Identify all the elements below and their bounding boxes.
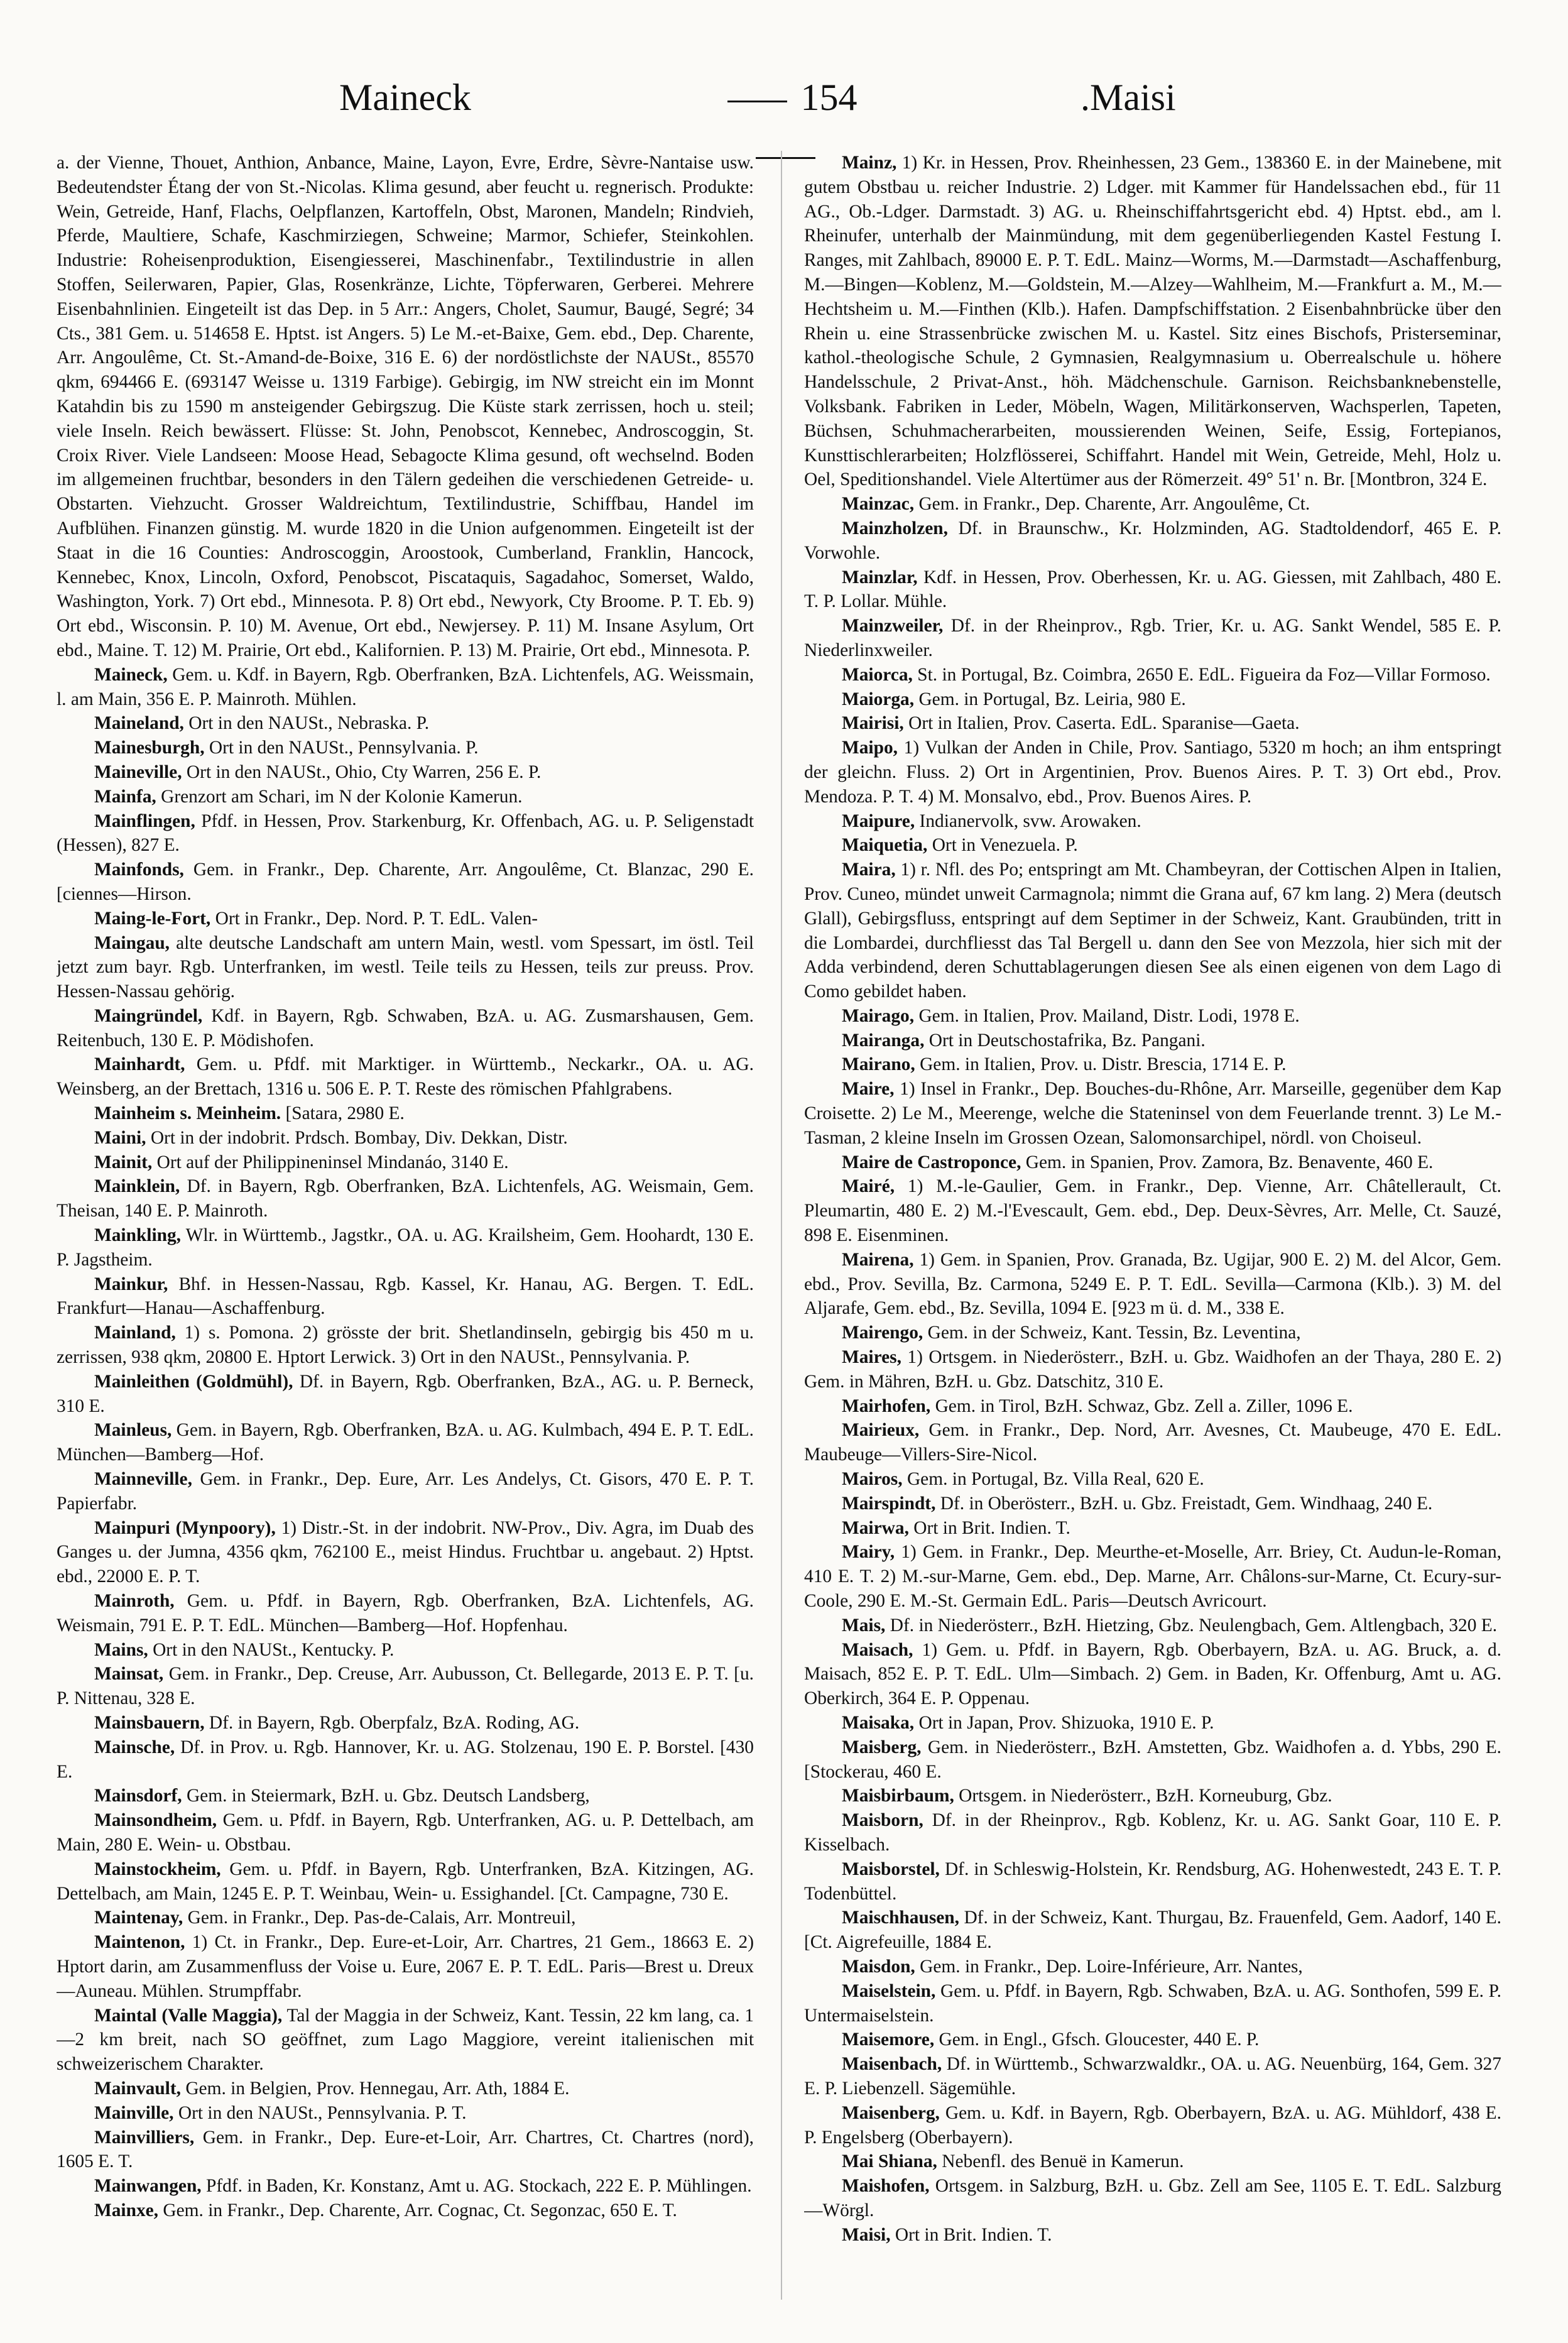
entry-headword: Mainroth, [94,1591,175,1612]
dictionary-entry [804,1174,1501,1247]
entry-headword: Maingau, [94,932,170,953]
dictionary-entry [57,1321,754,1370]
dictionary-entry [57,1004,754,1053]
entry-headword: Mainvilliers, [94,2127,195,2148]
entry-text: Pfdf. in Hessen, Prov. Starkenburg, Kr. Offenbach, AG. u. P. Seligenstadt (Hessen), 827 E. [57,811,754,856]
entry-text: 1) s. Pomona. 2) grösste der brit. Shetlandinseln, gebirgig bis 450 m u. zerrissen, 938 qkm, 20800 E. Hptort Lerwick. 3) Ort in den NAUSt., Pennsylvania. P. [57,1323,754,1368]
entry-headword: Mainit, [94,1152,153,1172]
dictionary-entry [804,736,1501,809]
entry-headword: Mairé, [842,1176,895,1197]
entry-headword: Mairisi, [842,713,904,734]
entry-text: Grenzort am Schari, im N der Kolonie Kamerun. [156,786,523,807]
dictionary-entry [57,1906,754,1930]
entry-headword: Mai Shiana, [842,2151,937,2172]
right-column [804,151,1501,2300]
entry-text: Gem. in Frankr., Dep. Eure-et-Loir, Arr. Chartres, Ct. Chartres (nord), 1605 E. T. [57,2127,754,2172]
entry-text: Ort in Italien, Prov. Caserta. EdL. Sparanise—Gaeta. [903,713,1300,734]
dictionary-entry [804,1979,1501,2028]
dictionary-entry [804,2101,1501,2150]
entry-headword: Mainz, [842,153,897,173]
entry-text: Df. in der Rheinprov., Rgb. Trier, Kr. u. AG. Sankt Wendel, 585 E. P. Niederlinxweiler. [804,616,1501,660]
entry-headword: Mainzac, [842,494,915,515]
header-dash-left [727,101,787,102]
entry-headword: Mainleithen (Goldmühl), [94,1371,293,1392]
dictionary-entry [57,1272,754,1321]
dictionary-entry [57,809,754,858]
dictionary-entry [804,858,1501,1004]
dictionary-entry [57,2101,754,2126]
dictionary-entry [804,1029,1501,1053]
entry-headword: Mainkling, [94,1225,182,1246]
entry-text: Ortsgem. in Salzburg, BzH. u. Gbz. Zell am See, 1105 E. T. EdL. Salzburg—Wörgl. [804,2176,1501,2220]
entry-text: Gem. in Frankr., Dep. Charente, Arr. Angoulême, Ct. [914,494,1310,515]
dictionary-entry [57,1784,754,1808]
dictionary-entry [804,1857,1501,1906]
entry-headword: Maisi, [842,2224,891,2245]
entry-headword: Mairago, [842,1005,915,1026]
entry-headword: Maira, [842,860,896,880]
dictionary-entry [804,1540,1501,1613]
entry-headword: Maischhausen, [842,1908,959,1928]
entry-text: Ort in Venezuela. P. [927,835,1078,856]
dictionary-entry [804,516,1501,565]
dictionary-entry [57,2198,754,2223]
entry-headword: Maintenon, [94,1932,185,1953]
entry-text: Df. in Schleswig-Holstein, Kr. Rendsburg, AG. Hohenwestedt, 243 E. T. P. Todenbüttel. [804,1859,1501,1904]
entry-headword: Mainpuri (Mynpoory), [94,1517,276,1538]
entry-headword: Mainfa, [94,786,156,807]
entry-headword: Mainvault, [94,2078,181,2099]
entry-text: Gem. in Frankr., Dep. Pas-de-Calais, Arr. Montreuil, [183,1908,576,1928]
dictionary-entry [804,1711,1501,1735]
entry-text: 1) Kr. in Hessen, Prov. Rheinhessen, 23 Gem., 138360 E. in der Mainebene, mit gutem Obstbau u. reicher Industrie. 2) Ldger. mit Kammer für Handelssachen ebd., für 11 AG., Ob.-Ldger. Darmstadt. 3) AG. u. Rheinschiffahrtsgericht ebd. 4) Hptst. ebd., am l. Rheinufer, unterhalb der Mainmündung, mit dem gegenüberliegenden Kastel Festung I. Ranges, mit Zahlbach, 89000 E. P. T. EdL. Mainz—Worms, M.—Darmstadt—Aschaffenburg, M.—Bingen—Koblenz, M.—Goldstein, M.—Alzey—Wahlheim, M.—Frankfurt a. M., M.—Hechtsheim u. M.—Finthen (Klb.). Hafen. Dampfschiffstation. 2 Eisenbahnbrücke über den Rhein u. eine Strassenbrücke zwischen M. u. Kastel. Sitz eines Bischofs, Pristerseminar, kathol.-theologische Schule, 2 Gymnasien, Realgymnasium u. Oberrealschule u. höhere Handelsschule, 2 Privat-Anst., höh. Mädchenschule. Garnison. Reichsbanknebenstelle, Volksbank. Fabriken in Leder, Möbeln, Wagen, Militärkonserven, Wachsperlen, Tapeten, Büchsen, Schuhmacherarbeiten, moussierenden Weinen, Seife, Essig, Fortepianos, Kunsttischlerarbeiten; Holzflösserei, Schiffahrt. Handel mit Wein, Getreide, Mehl, Holz u. Oel, Speditionshandel. Viele Altertümer aus der Römerzeit. 49° 51' n. Br. [Montbron, 324 E. [804,153,1501,490]
entry-headword: Maisemore, [842,2029,935,2050]
entry-headword: Mainsondheim, [94,1810,217,1831]
entry-text: Df. in Bayern, Rgb. Oberfranken, BzA., AG. u. P. Berneck, 310 E. [57,1371,754,1416]
dictionary-entry [804,151,1501,492]
entry-text: Df. in der Rheinprov., Rgb. Koblenz, Kr. u. AG. Sankt Goar, 110 E. P. Kisselbach. [804,1810,1501,1855]
dictionary-entry [804,1394,1501,1419]
entry-text: Gem. u. Pfdf. in Bayern, Rgb. Unterfranken, BzA. Kitzingen, AG. Dettelbach, am Main, 1245 E. P. T. Weinbau, Wein- u. Essighandel. [Ct. Campagne, 730 E. [57,1859,754,1904]
entry-text: Gem. in Frankr., Dep. Eure, Arr. Les Andelys, Ct. Gisors, 470 E. P. T. Papierfabr. [57,1469,754,1514]
dictionary-entry [804,1345,1501,1394]
entry-headword: Mairhofen, [842,1395,931,1416]
entry-text: 1) Ct. in Frankr., Dep. Eure-et-Loir, Arr. Chartres, 21 Gem., 18663 E. 2) Hptort darin, am Zusammenfluss der Voise u. Eure, 2067 E. P. T. EdL. Paris—Brest u. Dreux—Auneau. Mühlen. Strumpffabr. [57,1932,754,2001]
entry-headword: Mainsdorf, [94,1786,182,1806]
entry-text: Df. in Württemb., Schwarzwaldkr., OA. u. AG. Neuenbürg, 164, Gem. 327 E. P. Liebenzell. Sägemühle. [804,2054,1501,2099]
entry-headword: Maisach, [842,1639,913,1660]
entry-text: Ortsgem. in Niederösterr., BzH. Korneuburg, Gbz. [954,1786,1332,1806]
entry-text: 1) r. Nfl. des Po; entspringt am Mt. Chambeyran, der Cottischen Alpen in Italien, Prov. Cuneo, mündet unweit Carmagnola; nimmt die Grana auf, 67 km lang. 2) Mera (deutsch Glall), Gebirgsfluss, entspringt auf dem Septimer in der Schweiz, Kant. Graubünden, tritt in die Lombardei, durchfliesst das Tal Bergell u. dann den See von Mezzola, hier sich mit der Adda verbindend, deren Schuttablagerungen diesen See als einen eigenen von dem Lago di Como gebildet haben. [804,860,1501,1002]
dictionary-entry [804,2149,1501,2174]
dictionary-entry [57,2077,754,2101]
dictionary-entry [804,1004,1501,1029]
entry-headword: Mainsche, [94,1737,175,1757]
entry-headword: Mainville, [94,2102,174,2123]
dictionary-entry [804,1735,1501,1784]
dictionary-entry [804,1150,1501,1175]
dictionary-entry [57,858,754,907]
entry-headword: Mainkur, [94,1274,168,1294]
entry-text: Gem. in Frankr., Dep. Charente, Arr. Cognac, Ct. Segonzac, 650 E. T. [158,2200,677,2220]
dictionary-entry [57,1174,754,1223]
entry-text: Gem. in Italien, Prov. u. Distr. Brescia, 1714 E. P. [915,1054,1287,1075]
dictionary-entry [57,1516,754,1589]
entry-headword: Maisborstel, [842,1859,940,1879]
dictionary-entry [804,1418,1501,1467]
dictionary-entry [57,1370,754,1419]
entry-text: Kdf. in Bayern, Rgb. Schwaben, BzA. u. AG. Zusmarshausen, Gem. Reitenbuch, 130 E. P. Mödishofen. [57,1005,754,1051]
entry-headword: Mainfonds, [94,860,184,880]
entry-text: Ort in Deutschostafrika, Bz. Pangani. [924,1030,1206,1051]
dictionary-entry [804,1321,1501,1345]
dictionary-entry [57,151,754,663]
entry-text: Ort in den NAUSt., Pennsylvania. P. T. [173,2102,467,2123]
dictionary-entry [804,492,1501,516]
entry-headword: Maisborn, [842,1810,923,1831]
entry-text: Gem. in Spanien, Prov. Zamora, Bz. Benavente, 460 E. [1021,1152,1434,1172]
left-column [57,151,754,2300]
entry-headword: Maisbirbaum, [842,1786,954,1806]
dictionary-entry [804,663,1501,687]
entry-text: 1) Ortsgem. in Niederösterr., BzH. u. Gbz. Waidhofen an der Thaya, 280 E. 2) Gem. in Mähren, BzH. u. Gbz. Datschitz, 310 E. [804,1347,1501,1392]
entry-text: Ort auf der Philippineninsel Mindanáo, 3140 E. [152,1152,509,1172]
entry-headword: Mairengo, [842,1323,923,1343]
entry-text: alte deutsche Landschaft am untern Main, westl. vom Spessart, im östl. Teil jetzt zum bayr. Rgb. Unterfranken, im westl. Teile teils zu Hessen, teils zur preuss. Prov. Hessen-Nassau gehörig. [57,932,754,1002]
entry-text: Ort in den NAUSt., Ohio, Cty Warren, 256 E. P. [182,762,542,782]
dictionary-entry [57,1052,754,1101]
entry-headword: Maintenay, [94,1908,183,1928]
entry-headword: Mainland, [94,1323,176,1343]
entry-text: 1) Gem. in Frankr., Dep. Meurthe-et-Moselle, Arr. Briey, Ct. Audun-le-Roman, 410 E. T. 2) M.-sur-Marne, Gem. ebd., Dep. Marne, Arr. Châlons-sur-Marne, Ct. Ecury-sur-Coole, 290 E. M.-St. Germain EdL. Paris—Deutsch Avricourt. [804,1542,1501,1612]
entry-headword: Maipure, [842,811,915,831]
entry-headword: Maineville, [94,762,182,782]
entry-headword: Mainneville, [94,1469,192,1490]
entry-headword: Maineck, [94,664,168,685]
dictionary-entry [57,1808,754,1857]
dictionary-entry [804,1077,1501,1150]
entry-headword: Mairspindt, [842,1493,936,1514]
page-number-text: 154 [800,77,858,118]
entry-text: Kdf. in Hessen, Prov. Oberhessen, Kr. u. AG. Giessen, mit Zahlbach, 480 E. T. P. Lollar. Mühle. [804,567,1501,612]
entry-text: Pfdf. in Baden, Kr. Konstanz, Amt u. AG. Stockach, 222 E. P. Mühlingen. [201,2176,752,2197]
dictionary-entry [804,687,1501,712]
entry-text: 1) Distr.-St. in der indobrit. NW-Prov., Div. Agra, im Duab des Ganges u. der Jumna, 4356 qkm, 762100 E., meist Hindus. Fruchtbar u. angebaut. 2) Hptst. ebd., 22000 E. P. T. [57,1517,754,1587]
entry-text: Gem. in Tirol, BzH. Schwaz, Gbz. Zell a. Ziller, 1096 E. [930,1395,1353,1416]
entry-text: [Satara, 2980 E. [281,1103,405,1124]
dictionary-entry [804,1638,1501,1711]
entry-text: Gem. in Frankr., Dep. Loire-Inférieure, Arr. Nantes, [915,1956,1303,1977]
entry-headword: Maire, [842,1079,895,1100]
dictionary-entry [57,760,754,785]
entry-headword: Mairieux, [842,1420,920,1441]
entry-text: Gem. u. Pfdf. in Bayern, Rgb. Oberfranken, BzA. Lichtenfels, AG. Weismain, 791 E. P. T. EdL. München—Bamberg—Hof. Hopfenhau. [57,1591,754,1636]
entry-text: Gem. in Frankr., Dep. Nord, Arr. Avesnes, Ct. Maubeuge, 470 E. EdL. Maubeuge—Villers-Sire-Nicol. [804,1420,1501,1465]
entry-headword: Maiquetia, [842,835,928,856]
entry-text: Gem. in Niederösterr., BzH. Amstetten, Gbz. Waidhofen a. d. Ybbs, 290 E. [Stockerau, 460 E. [804,1737,1501,1782]
entry-headword: Mairena, [842,1249,914,1270]
dictionary-entry [57,1418,754,1467]
dictionary-entry [804,2174,1501,2223]
entry-text: Gem. in Steiermark, BzH. u. Gbz. Deutsch Landsberg, [182,1786,590,1806]
dictionary-entry [804,1248,1501,1321]
dictionary-entry [57,1589,754,1638]
entry-text: 1) Gem. u. Pfdf. in Bayern, Rgb. Oberbayern, BzA. u. AG. Bruck, a. d. Maisach, 852 E. P. T. EdL. Ulm—Simbach. 2) Gem. in Baden, Kr. Offenburg, Amt u. AG. Oberkirch, 364 E. P. Oppenau. [804,1639,1501,1709]
entry-text: Ort in Japan, Prov. Shizuoka, 1910 E. P. [914,1713,1214,1733]
dictionary-entry [57,736,754,760]
entry-headword: Mairanga, [842,1030,925,1051]
entry-headword: Mairwa, [842,1517,909,1538]
entry-text: Gem. in Frankr., Dep. Creuse, Arr. Aubusson, Ct. Bellegarde, 2013 E. P. T. [u. P. Nittenau, 328 E. [57,1664,754,1709]
entry-headword: Maineland, [94,713,184,734]
entry-text: Ort in Brit. Indien. T. [890,2224,1052,2245]
dictionary-entry [804,2052,1501,2101]
entry-headword: Mainheim s. Meinheim. [94,1103,281,1124]
entry-text: Tal der Maggia in der Schweiz, Kant. Tessin, 22 km lang, ca. 1—2 km breit, nach SO geöffnet, zum Lago Maggiore, vereint italienischen mit schweizerischem Charakter. [57,2005,754,2075]
entry-text: Ort in den NAUSt., Pennsylvania. P. [204,738,479,758]
entry-headword: Mainzweiler, [842,616,944,636]
dictionary-entry [57,1711,754,1735]
dictionary-entry [57,1857,754,1906]
entry-text: St. in Portugal, Bz. Coimbra, 2650 E. EdL. Figueira da Foz—Villar Formoso. [912,664,1491,685]
entry-headword: Maire de Castroponce, [842,1152,1021,1172]
entry-headword: Maisenbach, [842,2054,942,2075]
dictionary-entry [804,1955,1501,1979]
entry-headword: Mairos, [842,1469,903,1490]
dictionary-entry [57,2004,754,2077]
dictionary-entry [804,711,1501,736]
dictionary-entry [804,565,1501,614]
entry-headword: Maisberg, [842,1737,922,1757]
entry-headword: Mainzholzen, [842,518,948,538]
entry-text: Ort in der indobrit. Prdsch. Bombay, Div. Dekkan, Distr. [146,1127,568,1148]
entry-headword: Mainsbauern, [94,1713,205,1733]
entry-text: Ort in den NAUSt., Kentucky. P. [148,1639,395,1660]
entry-headword: Mainhardt, [94,1054,185,1075]
entry-headword: Maisaka, [842,1713,915,1733]
page-header [339,69,1231,126]
dictionary-entry [804,1808,1501,1857]
entry-text: Gem. in Italien, Prov. Mailand, Distr. Lodi, 1978 E. [914,1005,1300,1026]
entry-text: Gem. u. Pfdf. mit Marktiger. in Württemb., Neckarkr., OA. u. AG. Weinsberg, an der Brettach, 1316 u. 506 E. P. T. Reste des römischen Pfahlgrabens. [57,1054,754,1100]
entry-headword: Mainesburgh, [94,738,205,758]
dictionary-entry [804,1467,1501,1492]
entry-headword: Mairano, [842,1054,915,1075]
dictionary-entry [57,2126,754,2175]
entry-headword: Mainxe, [94,2200,159,2220]
entry-text: Gem. in Engl., Gfsch. Gloucester, 440 E. P. [934,2029,1260,2050]
entry-headword: Maiorca, [842,664,913,685]
entry-text: Wlr. in Württemb., Jagstkr., OA. u. AG. Krailsheim, Gem. Hoohardt, 130 E. P. Jagstheim. [57,1225,754,1270]
dictionary-entry [57,1223,754,1272]
dictionary-entry [804,1784,1501,1808]
entry-text: a. der Vienne, Thouet, Anthion, Anbance, Maine, Layon, Evre, Erdre, Sèvre-Nantaise usw. Bedeutendster Étang der von St.-Nicolas. Klima gesund, aber feucht u. regnerisch. Produkte: Wein, Getreide, Hanf, Flachs, Oelpflanzen, Kartoffeln, Obst, Maronen, Mandeln; Rindvieh, Pferde, Maultiere, Schafe, Kaschmirziegen, Schweine; Marmor, Schiefer, Steinkohlen. Industrie: Roheisenproduktion, Eisengiesserei, Maschinenfabr., Textilindustrie in allen Stoffen, Seilerwaren, Papier, Glas, Rosenkränze, Lichte, Töpferwaren, Gerberei. Mehrere Eisenbahnlinien. Eingeteilt ist das Dep. in 5 Arr.: Angers, Cholet, Saumur, Baugé, Segré; 34 Cts., 381 Gem. u. 514658 E. Hptst. ist Angers. 5) Le M.-et-Baixe, Gem. ebd., Dep. Charente, Arr. Angoulême, Ct. St.-Amand-de-Boixe, 316 E. 6) der nordöstlichste der NAUSt., 85570 qkm, 694466 E. (693147 Weisse u. 1319 Farbige). Gebirgig, im NW streicht ein im Monnt Katahdin bis zu 1590 m ansteigender Gebirgszug. Die Küste stark zerrissen, hoch u. steil; viele Inseln. Reich bewässert. Flüsse: St. John, Penobscot, Kennebec, Androscoggin, St. Croix River. Viele Landseen: Moose Head, Sebagocte Klima gesund, oft wechselnd. Boden im allgemeinen fruchtbar, besonders in den Tälern gedeihen die verschiedenen Getreide- u. Obstarten. Viehzucht. Grosser Waldreichtum, Textilindustrie, Schiffbau, Handel im Aufblühen. Finanzen günstig. M. wurde 1820 in die Union aufgenommen. Eingeteilt ist der Staat in die 16 Counties: Androscoggin, Aroostook, Cumberland, Franklin, Hancock, Kennebec, Knox, Lincoln, Oxford, Penobscot, Piscataquis, Sagadahoc, Somerset, Waldo, Washington, York. 7) Ort ebd., Minnesota. P. 8) Ort ebd., Newyork, Cty Broome. P. T. Eb. 9) Ort ebd., Wisconsin. P. 10) M. Avenue, Ort ebd., Newjersey. P. 11) M. Insane Asylum, Ort ebd., Maine. T. 12) M. Prairie, Ort ebd., Kalifornien. P. 13) M. Prairie, Ort ebd., Minnesota. P. [57,153,754,660]
dictionary-entry [804,614,1501,663]
entry-headword: Mainleus, [94,1420,172,1441]
entry-text: Df. in Oberösterr., BzH. u. Gbz. Freistadt, Gem. Windhaag, 240 E. [935,1493,1433,1514]
entry-text: 1) M.-le-Gaulier, Gem. in Frankr., Dep. Vienne, Arr. Châtellerault, Ct. Pleumartin, 480 E. 2) M.-l'Evescault, Gem. ebd., Dep. Deux-Sèvres, Arr. Melle, Ct. Sauzé, 898 E. Eisenminen. [804,1176,1501,1246]
header-first-entry: Maineck [339,77,471,118]
dictionary-entry [804,1052,1501,1077]
entry-text: Gem. u. Kdf. in Bayern, Rgb. Oberbayern, BzA. u. AG. Mühldorf, 438 E. P. Engelsberg (Oberbayern). [804,2102,1501,2148]
entry-text: Bhf. in Hessen-Nassau, Rgb. Kassel, Kr. Hanau, AG. Bergen. T. EdL. Frankfurt—Hanau—Aschaffenburg. [57,1274,754,1319]
entry-text: Df. in Bayern, Rgb. Oberpfalz, BzA. Roding, AG. [204,1713,580,1733]
entry-headword: Maiorga, [842,689,915,709]
entry-headword: Maisdon, [842,1956,915,1977]
entry-headword: Maires, [842,1347,901,1368]
entry-text: Df. in Niederösterr., BzH. Hietzing, Gbz. Neulengbach, Gem. Altlengbach, 320 E. [885,1615,1498,1636]
entry-text: Gem. in Portugal, Bz. Villa Real, 620 E. [902,1469,1204,1490]
entry-text: Gem. u. Pfdf. in Bayern, Rgb. Unterfranken, AG. u. P. Dettelbach, am Main, 280 E. Wein- u. Obstbau. [57,1810,754,1855]
dictionary-entry [804,1516,1501,1541]
entry-headword: Mainstockheim, [94,1859,221,1879]
entry-headword: Mairy, [842,1542,895,1563]
entry-text: 1) Vulkan der Anden in Chile, Prov. Santiago, 5320 m hoch; an ihm entspringt der gleichn. Fluss. 2) Ort in Argentinien, Prov. Buenos Aires. P. T. 3) Ort ebd., Prov. Mendoza. P. T. 4) M. Monsalvo, ebd., Prov. Buenos Aires. P. [804,738,1501,807]
dictionary-entry [57,2174,754,2198]
entry-headword: Maingründel, [94,1005,203,1026]
dictionary-entry [804,1906,1501,1955]
entry-text: Df. in der Schweiz, Kant. Thurgau, Bz. Frauenfeld, Gem. Aadorf, 140 E. [Ct. Aigrefeuille, 1884 E. [804,1908,1501,1953]
dictionary-entry [57,1930,754,2003]
entry-headword: Maintal (Valle Maggia), [94,2005,283,2026]
entry-text: Gem. in Portugal, Bz. Leiria, 980 E. [914,689,1186,709]
entry-text: Gem. u. Kdf. in Bayern, Rgb. Oberfranken, BzA. Lichtenfels, AG. Weissmain, l. am Main, 356 E. P. Mainroth. Mühlen. [57,664,754,709]
entry-text: Indianervolk, svw. Arowaken. [915,811,1141,831]
dictionary-entry [804,2028,1501,2052]
entry-text: Df. in Braunschw., Kr. Holzminden, AG. Stadtoldendorf, 465 E. P. Vorwohle. [804,518,1501,563]
entry-text: Gem. in Bayern, Rgb. Oberfranken, BzA. u. AG. Kulmbach, 494 E. P. T. EdL. München—Bamberg—Hof. [57,1420,754,1465]
entry-text: Gem. in Frankr., Dep. Charente, Arr. Angoulême, Ct. Blanzac, 290 E. [ciennes—Hirson. [57,860,754,904]
dictionary-entry [57,663,754,712]
entry-headword: Maiselstein, [842,1980,936,2001]
dictionary-entry [804,809,1501,834]
dictionary-entry [57,711,754,736]
dictionary-entry [57,907,754,931]
dictionary-entry [804,833,1501,858]
entry-headword: Maing-le-Fort, [94,908,211,929]
entry-headword: Mainzlar, [842,567,918,587]
entry-headword: Maisenberg, [842,2102,940,2123]
entry-text: Nebenfl. des Benuë in Kamerun. [937,2151,1184,2172]
entry-headword: Mains, [94,1639,148,1660]
entry-text: Ort in Frankr., Dep. Nord. P. T. EdL. Valen- [210,908,538,929]
entry-headword: Mainsat, [94,1664,164,1685]
entry-text: Gem. u. Pfdf. in Bayern, Rgb. Schwaben, BzA. u. AG. Sonthofen, 599 E. P. Untermaiselstein. [804,1980,1501,2026]
entry-headword: Maini, [94,1127,146,1148]
entry-headword: Mainklein, [94,1176,180,1197]
header-last-entry: .Maisi [1081,77,1176,118]
entry-text: 1) Gem. in Spanien, Prov. Granada, Bz. Ugijar, 900 E. 2) M. del Alcor, Gem. ebd., Prov. Sevilla, Bz. Carmona, 5249 E. P. T. EdL. Sevilla—Carmona (Klb.). 3) M. del Aljarafe, Gem. ebd., Bz. Sevilla, 1094 E. [923 m ü. d. M., 338 E. [804,1249,1501,1319]
dictionary-entry [57,1150,754,1175]
dictionary-entry [57,1735,754,1784]
dictionary-entry [57,1126,754,1150]
entry-headword: Maishofen, [842,2176,930,2197]
dictionary-entry [804,2223,1501,2247]
entry-text: Df. in Prov. u. Rgb. Hannover, Kr. u. AG. Stolzenau, 190 E. P. Borstel. [430 E. [57,1737,754,1782]
dictionary-entry [57,1101,754,1126]
entry-text: Gem. in Belgien, Prov. Hennegau, Arr. Ath, 1884 E. [180,2078,570,2099]
entry-text: Gem. in der Schweiz, Kant. Tessin, Bz. Leventina, [923,1323,1301,1343]
entry-text: 1) Insel in Frankr., Dep. Bouches-du-Rhône, Arr. Marseille, gegenüber dem Kap Croisette. 2) Le M., Meerenge, welche die Stateninsel von dem Feuerlande trennt. 3) Le M.-Tasman, 2 kleine Inseln im Grossen Ozean, Salomonsarchipel, nördl. von Choiseul. [804,1079,1501,1148]
entry-headword: Maipo, [842,738,898,758]
column-divider [781,151,782,2300]
entry-text: Ort in Brit. Indien. T. [908,1517,1070,1538]
entry-headword: Mais, [842,1615,886,1636]
entry-headword: Mainwangen, [94,2176,202,2197]
entry-text: Ort in den NAUSt., Nebraska. P. [183,713,430,734]
dictionary-entry [57,931,754,1004]
dictionary-entry [57,1662,754,1711]
dictionary-entry [57,1467,754,1516]
entry-text: Df. in Bayern, Rgb. Oberfranken, BzA. Lichtenfels, AG. Weismain, Gem. Theisan, 140 E. P. Mainroth. [57,1176,754,1221]
dictionary-entry [57,1638,754,1663]
dictionary-entry [804,1614,1501,1638]
dictionary-entry [57,785,754,809]
entry-headword: Mainflingen, [94,811,195,831]
dictionary-entry [804,1492,1501,1516]
